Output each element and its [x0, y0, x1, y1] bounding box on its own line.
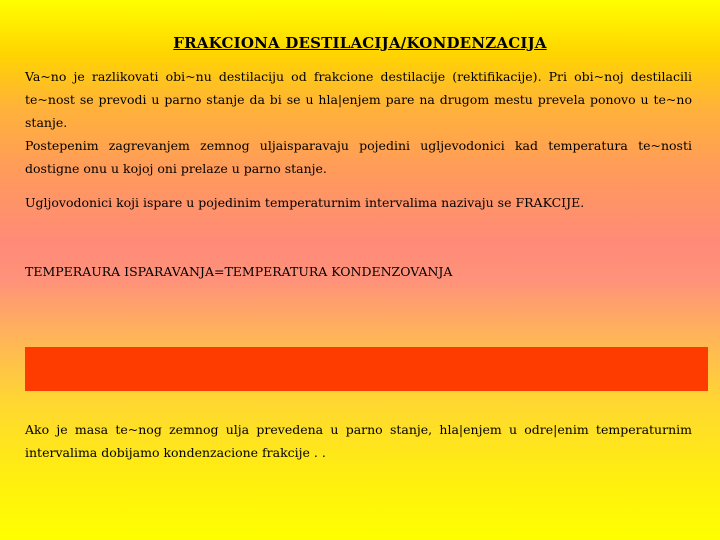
highlight-box	[25, 347, 708, 391]
paragraph-condensation-fractions: Ako je masa te~nog zemnog ulja prevedena u parno stanje, hla|enjem u odre|enim temperaturnim intervalima dobijamo kondenzacione frakcije . .	[25, 422, 692, 460]
slide-title: FRAKCIONA DESTILACIJA/KONDENZACIJA	[173, 34, 547, 52]
paragraph-fractions-definition: Ugljovodonici koji ispare u pojedinim temperaturnim intervalima nazivaju se FRAKCIJE.	[25, 195, 585, 210]
paragraph-temperature-equality: TEMPERAURA ISPARAVANJA=TEMPERATURA KONDENZOVANJA	[25, 264, 453, 279]
paragraph-distillation-difference: Va~no je razlikovati obi~nu destilaciju od frakcione destilacije (rektifikacije). Pri obi~noj destilacili te~nost se prevodi u parno stanje da bi se u hla|enjem pare na drugom mestu prevela ponovo u te~no stanje.	[25, 69, 692, 130]
paragraph-gradual-heating: Postepenim zagrevanjem zemnog uljaisparavaju pojedini ugljevodonici kad temperatura te~nosti dostigne onu u kojoj oni prelaze u parno stanje.	[25, 138, 692, 176]
